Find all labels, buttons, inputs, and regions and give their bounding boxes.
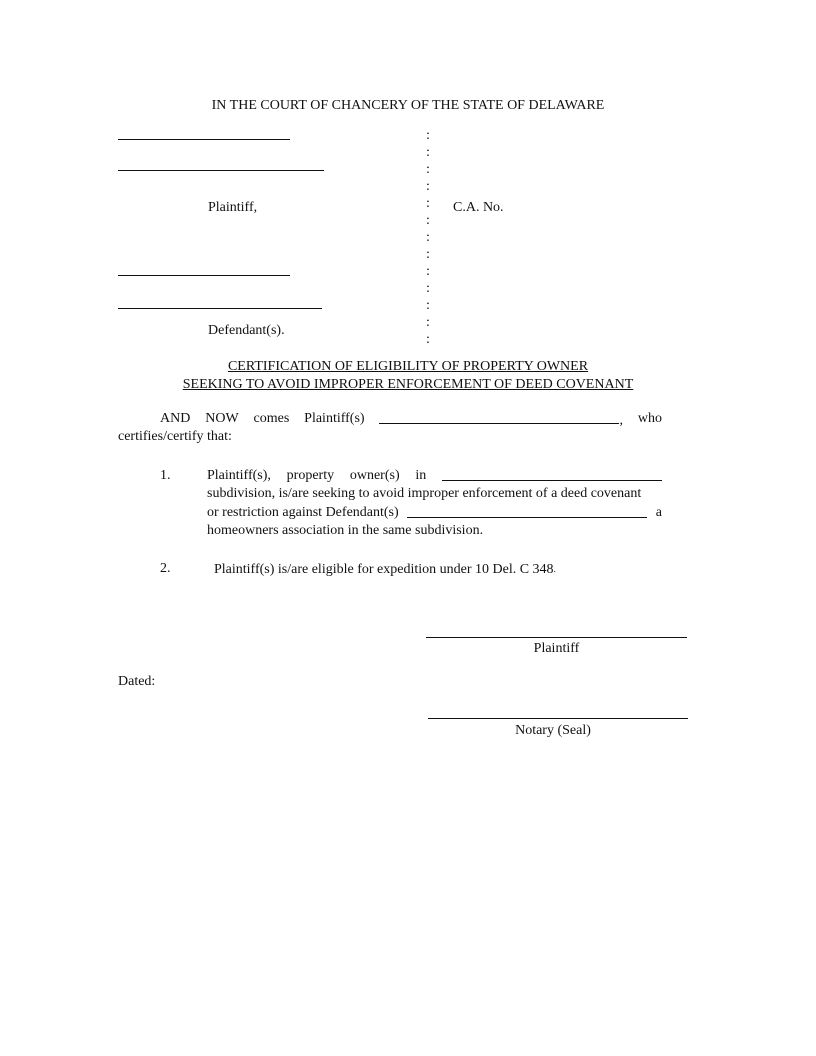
plaintiff-signature-label: Plaintiff	[533, 641, 580, 656]
caption-colon: :	[426, 145, 430, 160]
caption-colon: :	[426, 298, 430, 313]
court-title: IN THE COURT OF CHANCERY OF THE STATE OF DELAWARE	[211, 98, 605, 113]
caption-colon: :	[426, 332, 430, 347]
plaintiff-name-line-2	[118, 170, 324, 171]
intro-line-1	[160, 411, 662, 429]
item-1-line-3	[207, 505, 662, 521]
item-2-trailing-mark: .	[553, 564, 556, 574]
plaintiff-name-blank	[379, 411, 619, 424]
caption-colon: :	[426, 247, 430, 262]
item-1-line-3-end: a	[655, 505, 662, 520]
caption-colon: :	[426, 179, 430, 194]
dated-label: Dated:	[118, 674, 156, 689]
plaintiff-name-line-1	[118, 139, 290, 140]
intro-word: Plaintiff(s)	[304, 411, 365, 426]
plaintiff-blank-group	[379, 411, 623, 429]
intro-word: AND	[160, 411, 191, 426]
intro-line-2: certifies/certify that:	[118, 429, 232, 444]
plaintiff-label: Plaintiff,	[208, 200, 258, 215]
caption-colon: :	[426, 281, 430, 296]
caption-colon: :	[426, 196, 430, 211]
item-1-line-4: homeowners association in the same subdivision.	[207, 523, 484, 538]
item-1-word: Plaintiff(s),	[207, 468, 271, 483]
item-1-number: 1.	[160, 468, 171, 483]
intro-comma: ,	[619, 413, 623, 428]
caption-colon: :	[426, 162, 430, 177]
caption-colon: :	[426, 264, 430, 279]
defendant-label: Defendant(s).	[208, 323, 285, 338]
defendant-name-line-2	[118, 308, 322, 309]
item-1-word: property	[286, 468, 335, 483]
caption-colon: :	[426, 213, 430, 228]
intro-word: NOW	[205, 411, 239, 426]
item-1-line-1	[207, 468, 662, 484]
notary-seal-label: Notary (Seal)	[515, 723, 591, 738]
plaintiff-signature-line	[426, 637, 687, 638]
case-number-label: C.A. No.	[453, 200, 504, 215]
item-1-word: owner(s)	[349, 468, 400, 483]
item-2-statement: Plaintiff(s) is/are eligible for expedition under 10 Del. C 348	[214, 562, 554, 577]
subdivision-blank	[442, 468, 662, 481]
certification-heading-line-2: SEEKING TO AVOID IMPROPER ENFORCEMENT OF DEED COVENANT	[182, 377, 634, 392]
intro-word: who	[637, 411, 662, 426]
item-1-word: in	[415, 468, 427, 483]
item-1-line-3-start: or restriction against Defendant(s)	[207, 505, 399, 520]
item-2-number: 2.	[160, 561, 171, 576]
caption-colon: :	[426, 315, 430, 330]
caption-colon: :	[426, 128, 430, 143]
caption-colon: :	[426, 230, 430, 245]
item-1-line-2: subdivision, is/are seeking to avoid improper enforcement of a deed covenant	[207, 486, 642, 501]
notary-signature-line	[428, 718, 688, 719]
intro-word: comes	[253, 411, 290, 426]
defendant-name-blank	[407, 505, 647, 518]
certification-heading-line-1: CERTIFICATION OF ELIGIBILITY OF PROPERTY OWNER	[227, 359, 589, 374]
item-2-text	[214, 561, 556, 578]
defendant-name-line-1	[118, 275, 290, 276]
